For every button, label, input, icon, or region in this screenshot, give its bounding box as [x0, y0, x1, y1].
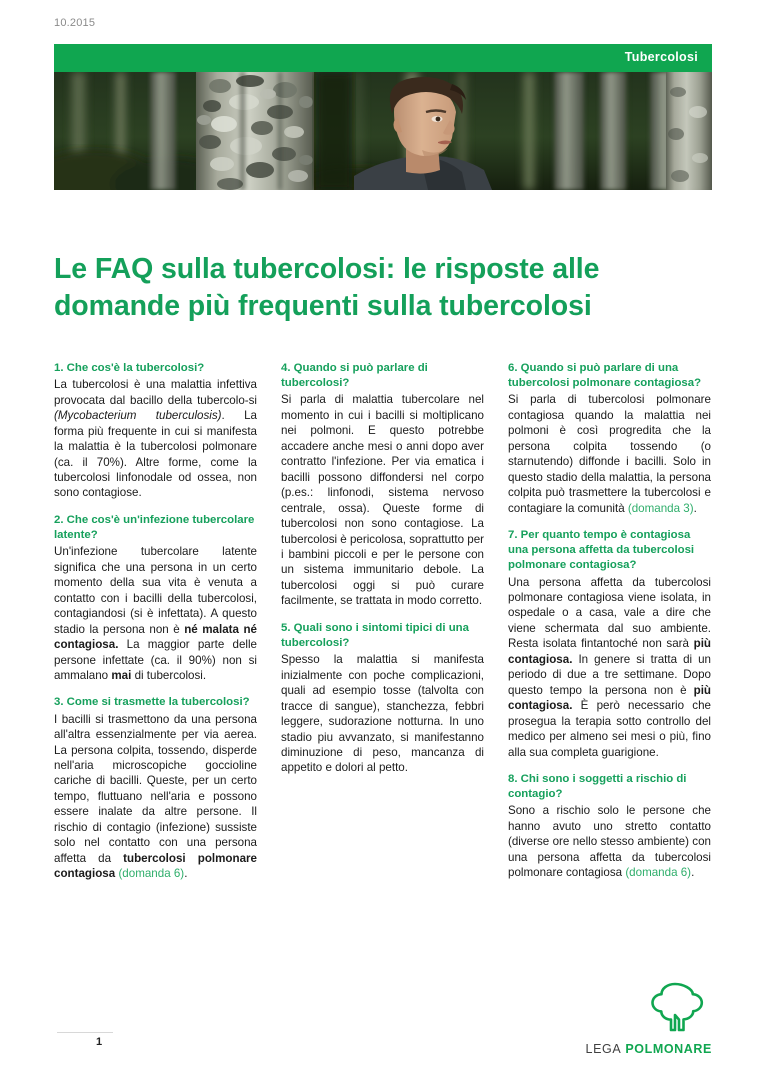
faq-answer-q3: I bacilli si trasmettono da una persona all'altra essenzialmente per via aerea. La persona colpita, tossendo, disperde nell'aria microscopiche goccioline cariche di bacilli. Queste, per un certo tempo, fluttuano nell'aria e possono essere inalate da altre persone. Il rischio di contagio (infezione) sussiste solo nel contatto con una persona affetta da tubercolosi polmonare contagiosa (domanda 6).	[54, 712, 257, 881]
logo-wordmark	[586, 1042, 712, 1056]
hero-photo	[54, 72, 712, 190]
faq-question-q3: 3. Come si trasmette la tubercolosi?	[54, 696, 250, 709]
faq-item-q2	[54, 513, 257, 684]
faq-question-q5: 5. Quali sono i sintomi tipici di una tubercolosi?	[281, 621, 469, 650]
tree-icon-graphic	[644, 982, 706, 1032]
page-title	[54, 251, 694, 325]
tree-icon	[644, 982, 706, 1032]
topic-label: Tubercolosi	[624, 50, 698, 64]
page-title-line-1: Le FAQ sulla tubercolosi: le risposte alle	[54, 253, 600, 286]
faq-answer-q7: Una persona affetta da tubercolosi polmonare contagiosa viene isolata, in ospedale o a casa, vale a dire che viene schermata dal suo ambiente. Resta isolata fintantoché non sarà più contagiosa. In genere si tratta di un periodo di due a tre settimane. Dopo questo tempo la persona non è più contagiosa. È però necessario che prosegua la terapia sotto controllo del medico per almeno sei mesi o più, fino alla sua completa guarigione.	[508, 575, 711, 759]
faq-item-q7	[508, 528, 711, 760]
logo-text-polmonare: POLMONARE	[625, 1042, 712, 1056]
faq-answer-q1: La tubercolosi è una malattia infettiva provocata dal bacillo della tubercolo-si (Mycobacterium tuberculosis). La forma più frequente in cui si manifesta la malattia è la tubercolosi polmonare (ca. il 70%). Altre forme, come la tubercolosi linfonodale od ossea, non sono contagiose.	[54, 378, 257, 500]
document-date: 10.2015	[54, 17, 96, 29]
faq-question-q7: 7. Per quanto tempo è contagiosa una persona affetta da tubercolosi polmonare contagiosa?	[508, 529, 695, 572]
faq-question-q8: 8. Chi sono i soggetti a rischio di contagio?	[508, 773, 687, 801]
faq-item-q8	[508, 772, 711, 881]
faq-item-q1	[54, 361, 257, 501]
hero-photo-graphic	[54, 72, 712, 190]
faq-column-2	[281, 361, 484, 882]
organization-logo	[548, 982, 712, 1056]
faq-item-q6	[508, 361, 711, 516]
page-number: 1	[96, 1036, 103, 1048]
logo-text-lega: LEGA	[585, 1042, 622, 1056]
faq-answer-q2: Un'infezione tubercolare latente significa che una persona in un certo momento della sua vita è venuta a contatto con i bacilli della tubercolosi, contagiandosi (si è infettata). A questo stadio la persona non è né malata né contagiosa. La maggior parte delle persone infettate (ca. il 90%) non si ammalano mai di tubercolosi.	[54, 545, 257, 682]
faq-column-1	[54, 361, 257, 882]
faq-question-q2: 2. Che cos'è un'infezione tubercolare latente?	[54, 513, 255, 542]
faq-question-q1: 1. Che cos'è la tubercolosi?	[54, 362, 205, 374]
topic-header-bar	[54, 44, 712, 72]
faq-column-3	[508, 361, 711, 882]
faq-item-q4	[281, 361, 484, 609]
faq-answer-q4: Si parla di malattia tubercolare nel momento in cui i bacilli si moltiplicano nei polmoni. E questo potrebbe accadere anche mesi o anni dopo aver contratto l'infezione. Per via ematica i bacilli possono diffondersi nel corpo (p.es.: linfonodi, sistema nervoso centrale, ossa). Queste forme di tubercolosi non sono contagiose. La tubercolosi è pericolosa, soprattutto per i bambini piccoli e per le persone con un sistema immunitario debole. La tubercolosi oggi si può curare facilmente, se trattata in modo corretto.	[281, 393, 485, 608]
faq-answer-q6: Si parla di tubercolosi polmonare contagiosa quando la malattia nei polmoni è così progredita che la persona colpita tossendo (o starnutendo) diffonde i bacilli. Solo in questo stadio della malattia, la persona colpita può trasmettere la tubercolosi e contagiare la comunità (domanda 3).	[508, 393, 711, 515]
faq-columns	[54, 361, 712, 882]
page-title-line-2: domande più frequenti sulla tubercolosi	[54, 289, 592, 322]
faq-answer-q5: Spesso la malattia si manifesta inizialmente con poche complicazioni, quali ad esempio tosse (talvolta con tracce di sangue), stanchezza, febbri leggere, sudorazione notturna. In uno stadio piu avvanzato, si manifestanno diminuzione di peso, mancanza di appetito e dolori al petto.	[281, 653, 484, 775]
faq-question-q4: 4. Quando si può parlare di tubercolosi?	[281, 362, 428, 390]
faq-question-q6: 6. Quando si può parlare di una tubercolosi polmonare contagiosa?	[508, 362, 702, 390]
faq-item-q5	[281, 621, 484, 776]
faq-item-q3	[54, 695, 257, 881]
faq-answer-q8: Sono a rischio solo le persone che hanno avuto uno stretto contatto (diverse ore nello stesso ambiente) con una persona affetta da tubercolosi polmonare contagiosa (domanda 6).	[508, 804, 711, 880]
footer-divider	[57, 1032, 113, 1033]
